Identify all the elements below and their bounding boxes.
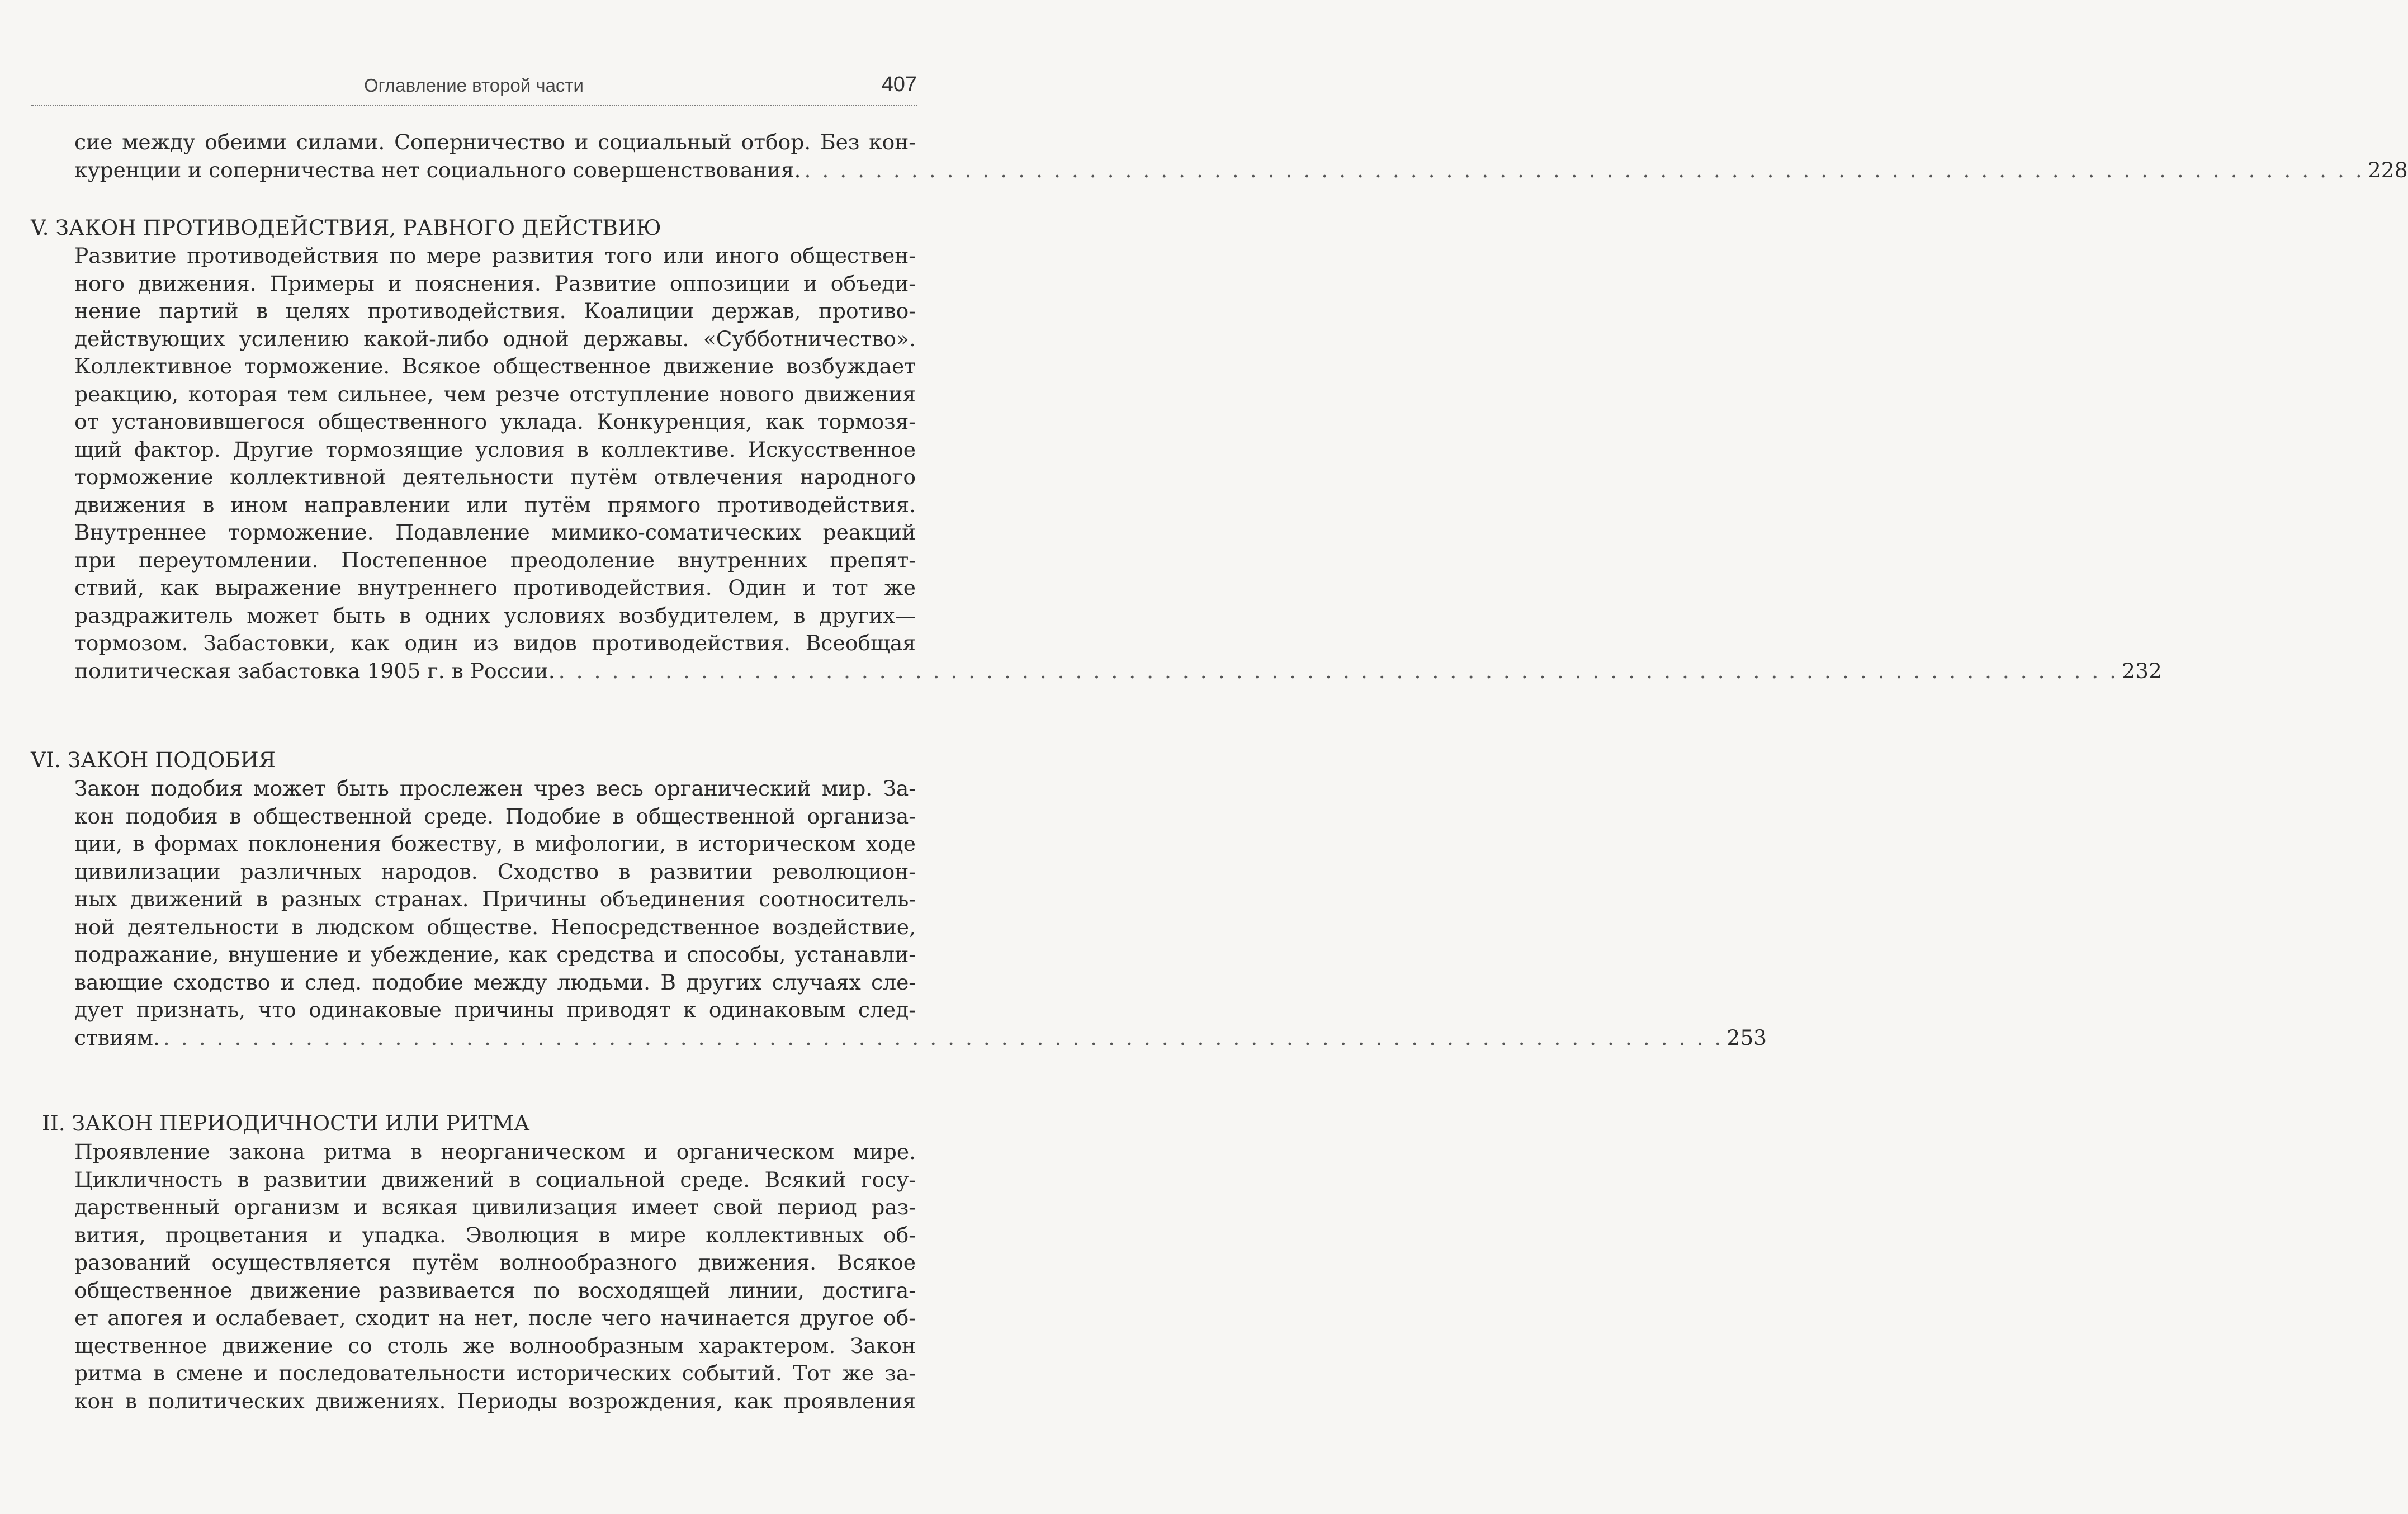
toc-line: ного движения. Примеры и пояснения. Развитие оппозиции и объеди- — [74, 271, 916, 296]
toc-line: подражание, внушение и убеждение, как средства и способы, устанавли- — [74, 942, 916, 967]
toc-line: кон подобия в общественной среде. Подобие в общественной организа- — [74, 803, 916, 829]
section-body — [74, 775, 1767, 1052]
toc-line: движения в ином направлении или путём прямого противодействия. — [74, 492, 916, 517]
toc-line: щественное движение со столь же волнообразным характером. Закон — [74, 1333, 916, 1358]
toc-line: политическая забастовка 1905 г. в России. — [74, 658, 555, 683]
toc-line: Цикличность в развитии движений в социальной среде. Всякий госу- — [74, 1167, 916, 1192]
toc-page-ref: 253 — [1726, 1025, 1767, 1050]
toc-line: Коллективное торможение. Всякое общественное движение возбуждает — [74, 354, 916, 378]
toc-line: нение партий в целях противодействия. Коалиции держав, противо- — [74, 299, 916, 323]
section-body — [74, 242, 2162, 685]
toc-line: дует признать, что одинаковые причины приводят к одинаковым след- — [74, 997, 916, 1022]
toc-line: щий фактор. Другие тормозящие условия в коллективе. Искусственное — [74, 437, 916, 462]
toc-line: Проявление закона ритма в неорганическом и органическом мире. — [74, 1139, 916, 1164]
toc-page-ref: 232 — [2122, 658, 2162, 683]
header-title: Оглавление второй части — [364, 75, 584, 96]
toc-line: действующих усилению какой-либо одной державы. «Субботничество». — [74, 326, 916, 351]
section-heading: II. ЗАКОН ПЕРИОДИЧНОСТИ ИЛИ РИТМА — [42, 1111, 530, 1136]
toc-line: торможение коллективной деятельности путём отвлечения народного — [74, 465, 916, 489]
toc-entry-end — [74, 657, 2162, 685]
toc-line: дарственный организм и всякая цивилизация имеет свой период раз- — [74, 1195, 916, 1219]
leader-dots: . . . . . . . . . . . . . . . . . . . . . . . . . . . . . . . . . . . . . . . . . . . . . . . . . . . . . . . . . . . . . . . . . . . . . . . . . . . . . . . . . . . . . . . . — [804, 157, 2364, 182]
toc-line: от установившегося общественного уклада. Конкуренция, как тормозя- — [74, 409, 916, 434]
section-heading: VI. ЗАКОН ПОДОБИЯ — [31, 747, 276, 772]
running-header — [31, 73, 917, 106]
toc-line: ствиям. — [74, 1025, 160, 1050]
toc-line: Внутреннее торможение. Подавление мимико-соматических реакций — [74, 520, 916, 545]
toc-line: цивилизации различных народов. Сходство в развитии революцион- — [74, 859, 916, 884]
toc-line: ет апогея и ослабевает, сходит на нет, после чего начинается другое об- — [74, 1305, 916, 1330]
section-heading: V. ЗАКОН ПРОТИВОДЕЙСТВИЯ, РАВНОГО ДЕЙСТВИЮ — [31, 215, 661, 240]
toc-entry-end — [74, 1024, 1767, 1052]
leader-dots: . . . . . . . . . . . . . . . . . . . . . . . . . . . . . . . . . . . . . . . . . . . . . . . . . . . . . . . . . . . . . . . . . . . . . . . . . . . . . . . . . . . . . . . . — [163, 1025, 1724, 1050]
toc-line: ствий, как выражение внутреннего противодействия. Один и тот же — [74, 575, 916, 600]
toc-line: ции, в формах поклонения божеству, в мифологии, в историческом ходе — [74, 831, 916, 856]
leader-dots: . . . . . . . . . . . . . . . . . . . . . . . . . . . . . . . . . . . . . . . . . . . . . . . . . . . . . . . . . . . . . . . . . . . . . . . . . . . . . . . . . . . . . . . . — [558, 658, 2119, 683]
toc-line: ной деятельности в людском обществе. Непосредственное воздействие, — [74, 914, 916, 939]
toc-line: кон в политических движениях. Периоды возрождения, как проявления — [74, 1388, 916, 1413]
toc-entry-end — [74, 157, 2408, 184]
toc-line: общественное движение развивается по восходящей линии, достига- — [74, 1278, 916, 1303]
toc-line: Развитие противодействия по мере развития того или иного обществен- — [74, 243, 916, 268]
toc-line: ных движений в разных странах. Причины объединения соотноситель- — [74, 887, 916, 911]
toc-line: ритма в смене и последовательности исторических событий. Тот же за- — [74, 1361, 916, 1385]
toc-line: при переутомлении. Постепенное преодоление внутренних препят- — [74, 547, 916, 573]
toc-line: вития, процветания и упадка. Эволюция в мире коллективных об- — [74, 1222, 916, 1247]
toc-line: разований осуществляется путём волнообразного движения. Всякое — [74, 1250, 916, 1275]
toc-line: сие между обеими силами. Соперничество и социальный отбор. Без кон- — [74, 130, 916, 154]
toc-line: реакцию, которая тем сильнее, чем резче отступление нового движения — [74, 381, 916, 406]
toc-line: вающие сходство и след. подобие между людьми. В других случаях сле- — [74, 969, 916, 995]
page-number: 407 — [881, 73, 917, 96]
toc-line: куренции и соперничества нет социального совершенствования. — [74, 157, 801, 182]
toc-continuation — [74, 129, 2408, 184]
toc-line: раздражитель может быть в одних условиях возбудителем, в других— — [74, 603, 916, 628]
section-body — [74, 1138, 916, 1415]
toc-line: тормозом. Забастовки, как один из видов противодействия. Всеобщая — [74, 631, 916, 655]
toc-page-ref: 228 — [2367, 157, 2408, 182]
toc-line: Закон подобия может быть прослежен чрез весь органический мир. За- — [74, 776, 916, 801]
